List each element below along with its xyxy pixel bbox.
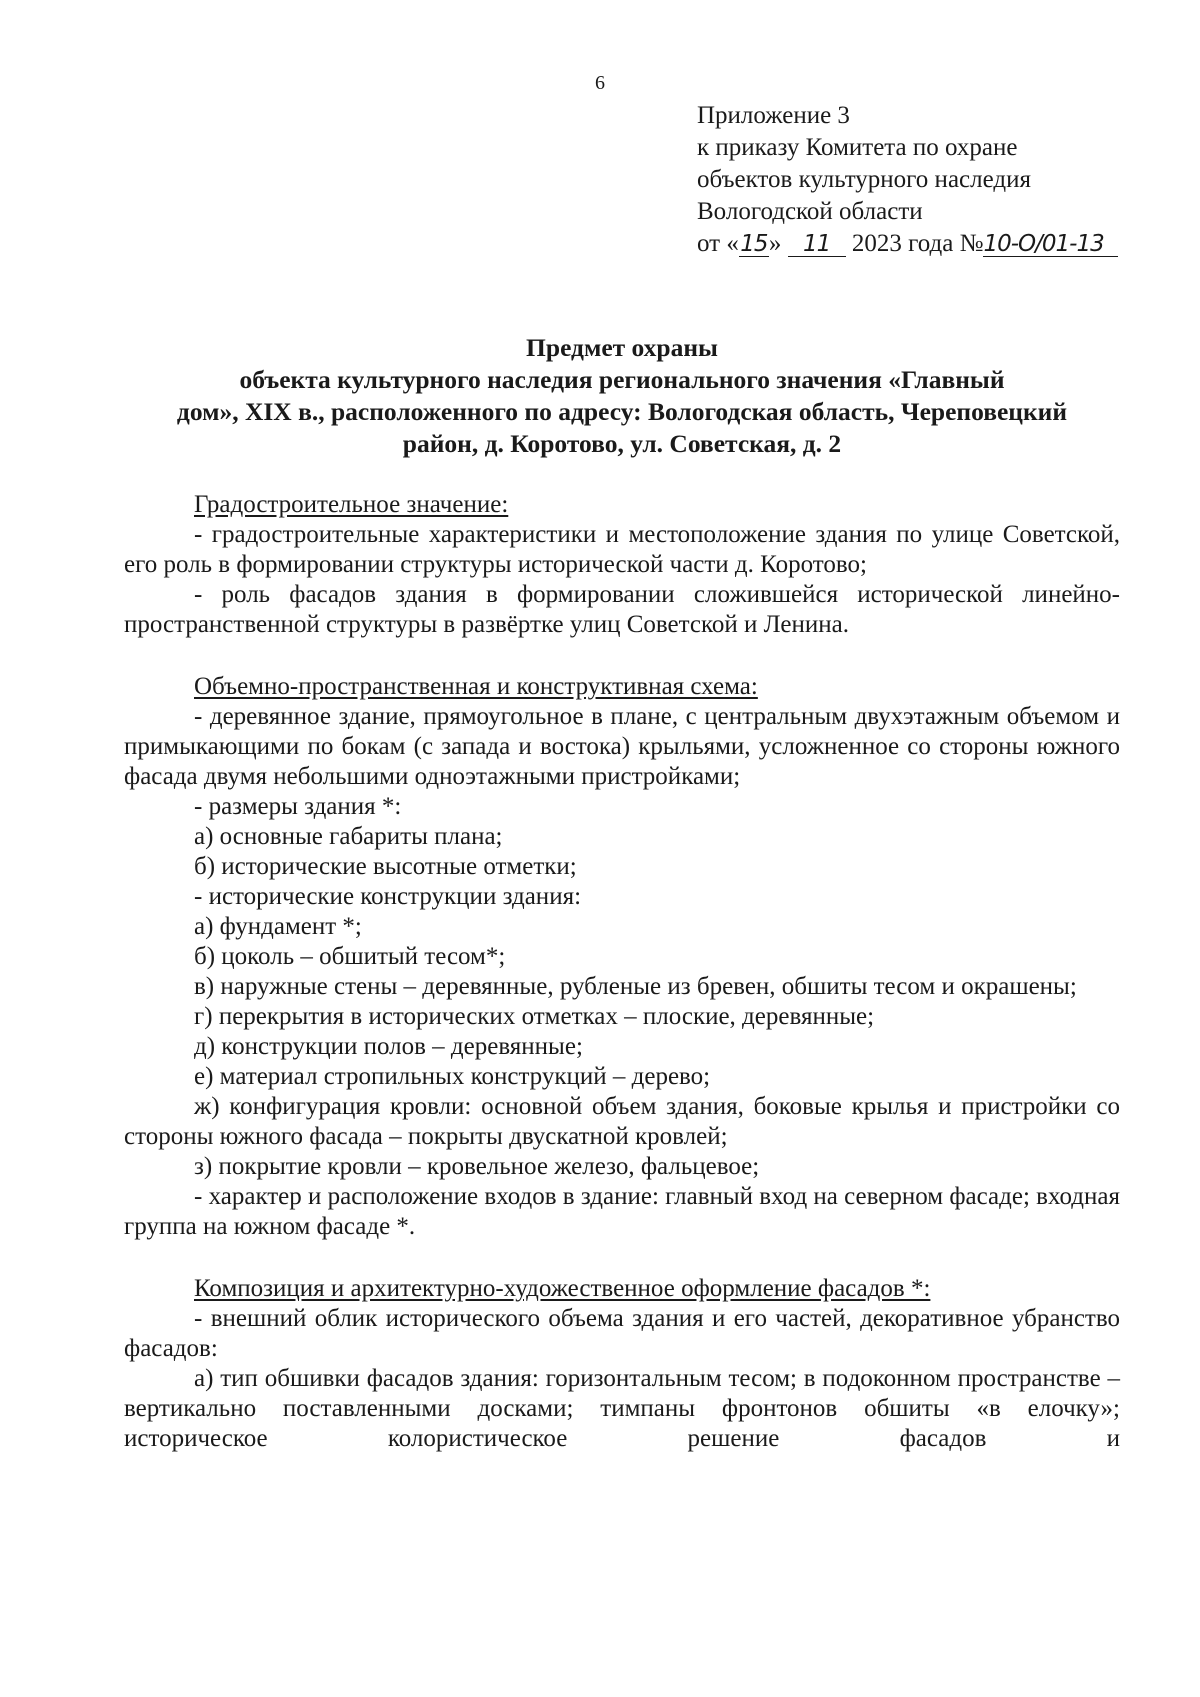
section-heading-volume: Объемно-пространственная и конструктивная схема: bbox=[194, 673, 758, 700]
date-prefix: от « bbox=[697, 230, 739, 257]
paragraph: в) наружные стены – деревянные, рубленые из бревен, обшиты тесом и окрашены; bbox=[194, 973, 1077, 1000]
title-line-1: Предмет охраны bbox=[526, 333, 718, 362]
list-item: з) покрытие кровли – кровельное железо, фальцевое; bbox=[194, 1153, 760, 1180]
list-item: а) фундамент *; bbox=[194, 913, 362, 940]
paragraph: - деревянное здание, прямоугольное в плане, с центральным двухэтажным объемом и примыкающими по бокам (с запада и востока) крыльями, усложненное со стороны южного фасада двумя небольшими одноэтажными пристройками; bbox=[124, 703, 1120, 790]
section-volume bbox=[124, 672, 1120, 1242]
order-number-handwritten: 10-О/01-13 bbox=[983, 232, 1118, 257]
list-item: г) перекрытия в исторических отметках – плоские, деревянные; bbox=[194, 1003, 875, 1030]
title-line-3: дом», XIX в., расположенного по адресу: Вологодская область, Череповецкий bbox=[176, 397, 1068, 426]
document-title bbox=[124, 332, 1120, 460]
annex-block bbox=[697, 100, 1118, 260]
paragraph: - характер и расположение входов в здание: главный вход на северном фасаде; входная группа на южном фасаде *. bbox=[124, 1183, 1120, 1240]
paragraph: - градостроительные характеристики и местоположение здания по улице Советской, его роль в формировании структуры исторической части д. Коротово; bbox=[124, 521, 1120, 578]
list-item: а) основные габариты плана; bbox=[194, 823, 503, 850]
list-item: е) материал стропильных конструкций – дерево; bbox=[194, 1063, 711, 1090]
annex-date-line bbox=[697, 228, 1118, 260]
section-heading-composition: Композиция и архитектурно-художественное оформление фасадов *: bbox=[194, 1275, 931, 1302]
page-number: 6 bbox=[595, 72, 605, 94]
annex-line-1: Приложение 3 bbox=[697, 102, 850, 129]
date-month-handwritten: 11 bbox=[788, 232, 846, 257]
date-mid: » bbox=[768, 230, 782, 257]
list-item: б) цоколь – обшитый тесом*; bbox=[194, 943, 506, 970]
section-heading-urban: Градостроительное значение: bbox=[194, 491, 509, 518]
list-item: д) конструкции полов – деревянные; bbox=[194, 1033, 583, 1060]
list-item: б) исторические высотные отметки; bbox=[194, 853, 577, 880]
document-body bbox=[124, 490, 1120, 1486]
paragraph: - роль фасадов здания в формировании сложившейся исторической линейно-пространственной структуры в развёртке улиц Советской и Ленина. bbox=[124, 581, 1120, 638]
annex-line-4: Вологодской области bbox=[697, 198, 923, 225]
list-item: - исторические конструкции здания: bbox=[194, 883, 582, 910]
section-composition bbox=[124, 1274, 1120, 1454]
list-item: - размеры здания *: bbox=[194, 793, 402, 820]
date-day-handwritten: 15 bbox=[740, 231, 768, 257]
paragraph: ж) конфигурация кровли: основной объем здания, боковые крылья и пристройки со стороны южного фасада – покрыты двускатной кровлей; bbox=[124, 1093, 1120, 1150]
paragraph: - внешний облик исторического объема здания и его частей, декоративное убранство фасадов: bbox=[124, 1305, 1120, 1362]
date-year-text: 2023 года № bbox=[851, 230, 984, 257]
title-line-2: объекта культурного наследия регионального значения «Главный bbox=[239, 365, 1005, 394]
section-urban bbox=[124, 490, 1120, 640]
annex-line-2: к приказу Комитета по охране bbox=[697, 134, 1018, 161]
annex-line-3: объектов культурного наследия bbox=[697, 166, 1031, 193]
title-line-4: район, д. Коротово, ул. Советская, д. 2 bbox=[402, 429, 842, 458]
paragraph: а) тип обшивки фасадов здания: горизонтальным тесом; в подоконном пространстве – вертикально поставленными досками; тимпаны фронтонов обшиты «в елочку»; историческое колористическое решение фасадов и bbox=[124, 1365, 1120, 1452]
